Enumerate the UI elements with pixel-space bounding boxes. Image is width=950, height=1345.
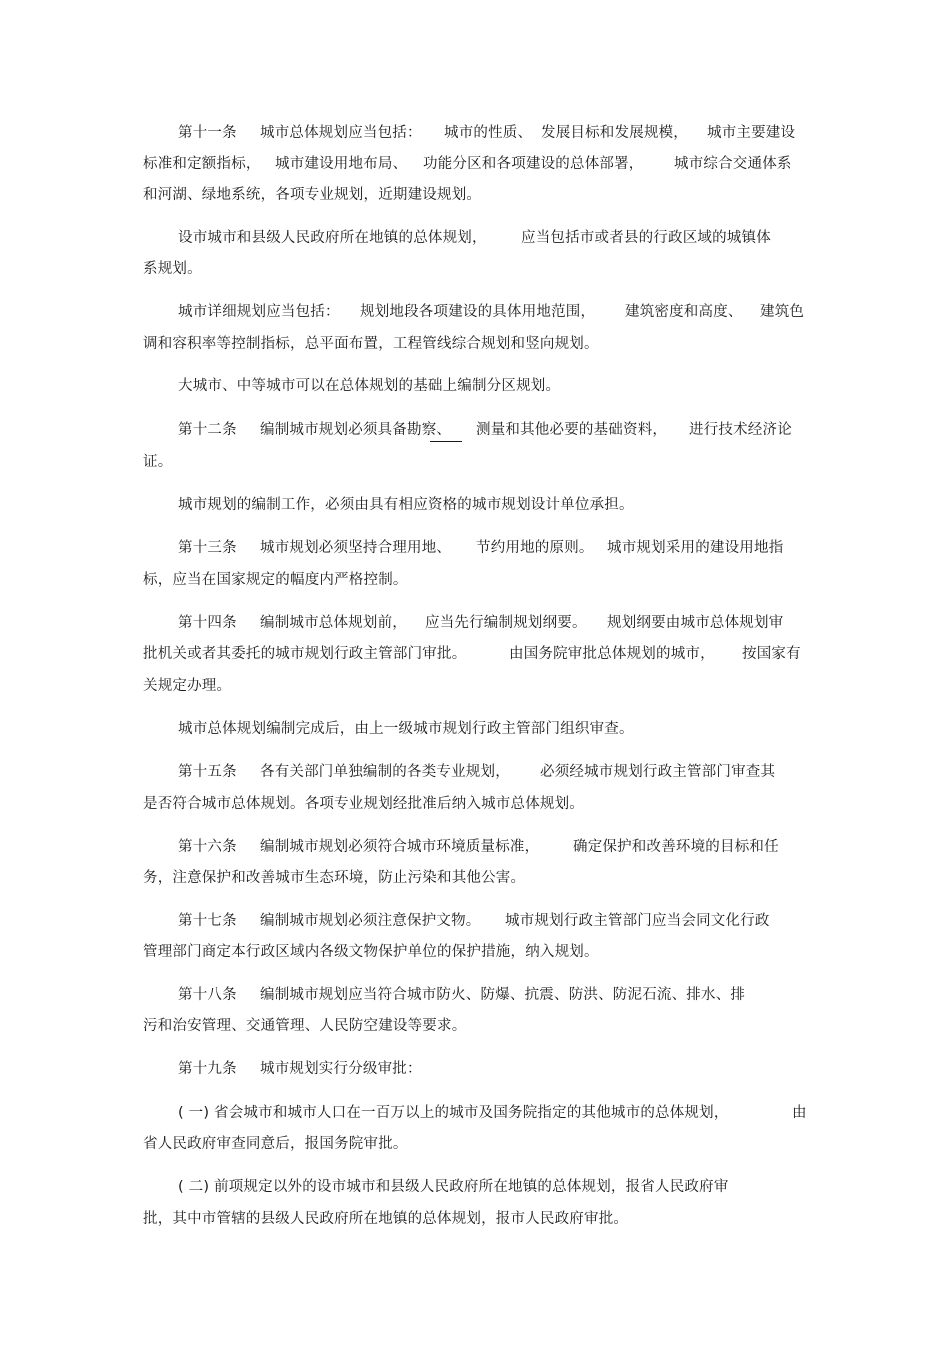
article-number: 第十五条: [178, 764, 237, 780]
text-segment: 功能分区和各项建设的总体部署，: [423, 156, 644, 172]
text-segment: 由: [792, 1105, 807, 1121]
text-segment: 城市详细规划应当包括：: [178, 304, 340, 320]
text-segment: 编制城市规划必须注意保护文物。: [260, 913, 481, 929]
text-segment: 大城市、中等城市可以在总体规划的基础上编制分区规划。: [178, 378, 561, 394]
text-segment: 节约用地的原则。: [476, 540, 594, 556]
text-segment: 调和容积率等控制指标，总平面布置，工程管线综合规划和竖向规划。: [143, 336, 599, 352]
article-number: 第十九条: [178, 1061, 237, 1077]
text-segment: 进行技术经济论: [689, 422, 792, 438]
text-segment: 批机关或者其委托的城市规划行政主管部门审批。: [143, 646, 467, 662]
article-number: 第十六条: [178, 839, 237, 855]
text-segment: 应当先行编制规划纲要。: [425, 615, 587, 631]
text-segment: 城市规划行政主管部门应当会同文化行政: [505, 913, 770, 929]
text-segment: 标准和定额指标，: [143, 156, 261, 172]
text-segment: 确定保护和改善环境的目标和任: [573, 839, 779, 855]
text-segment: 和河湖、绿地系统，各项专业规划，近期建设规划。: [143, 187, 482, 203]
text-segment: 建筑密度和高度、: [625, 304, 743, 320]
text-segment: 城市主要建设: [707, 125, 796, 141]
text-segment: 标，应当在国家规定的幅度内严格控制。: [143, 572, 408, 588]
text-segment: 污和治安管理、交通管理、人民防空建设等要求。: [143, 1018, 467, 1034]
article-number: 第十四条: [178, 615, 237, 631]
text-segment: 是否符合城市总体规划。各项专业规划经批准后纳入城市总体规划。: [143, 796, 584, 812]
text-segment: 必须经城市规划行政主管部门审查其: [540, 764, 776, 780]
text-segment: 省人民政府审查同意后，报国务院审批。: [143, 1136, 408, 1152]
text-segment: 设市城市和县级人民政府所在地镇的总体规划，: [178, 230, 487, 246]
text-segment: 管理部门商定本行政区域内各级文物保护单位的保护措施，纳入规划。: [143, 944, 599, 960]
text-segment: 务，注意保护和改善城市生态环境，防止污染和其他公害。: [143, 870, 526, 886]
article-number: 第十三条: [178, 540, 237, 556]
text-segment: 编制城市规划应当符合城市防火、防爆、抗震、防洪、防泥石流、排水、排: [260, 987, 746, 1003]
text-segment: 关规定办理。: [143, 678, 232, 694]
article-number: 第十八条: [178, 987, 237, 1003]
text-segment: 按国家有: [742, 646, 801, 662]
text-segment: 发展目标和发展规模，: [541, 125, 688, 141]
text-segment: 建筑色: [760, 304, 805, 320]
text-segment: 城市总体规划应当包括：: [260, 125, 422, 141]
text-segment: 规划纲要由城市总体规划审: [607, 615, 784, 631]
text-segment: 城市建设用地布局、: [275, 156, 408, 172]
article-number: 第十一条: [178, 125, 237, 141]
text-segment: 城市的性质、: [444, 125, 533, 141]
text-segment: 城市综合交通体系: [674, 156, 792, 172]
text-segment: 测量和其他必要的基础资料，: [476, 422, 668, 438]
text-segment: 编制城市规划必须符合城市环境质量标准，: [260, 839, 540, 855]
text-segment: 编制城市总体规划前，: [260, 615, 407, 631]
text-segment: 编制城市规划必须具备勘察、: [260, 422, 452, 438]
article-number: 第十二条: [178, 422, 237, 438]
article-number: 第十七条: [178, 913, 237, 929]
text-segment: 系规划。: [143, 261, 202, 277]
text-segment: 城市规划实行分级审批：: [260, 1061, 422, 1077]
text-segment: 城市规划的编制工作，必须由具有相应资格的城市规划设计单位承担。: [178, 497, 634, 513]
underline-mark: [430, 441, 462, 442]
text-segment: 证。: [143, 454, 173, 470]
text-segment: ( 一) 省会城市和城市人口在一百万以上的城市及国务院指定的其他城市的总体规划，: [178, 1105, 729, 1121]
text-segment: ( 二) 前项规定以外的设市城市和县级人民政府所在地镇的总体规划，报省人民政府审: [178, 1179, 729, 1195]
text-segment: 各有关部门单独编制的各类专业规划，: [260, 764, 510, 780]
text-segment: 批，其中市管辖的县级人民政府所在地镇的总体规划，报市人民政府审批。: [143, 1211, 629, 1227]
text-segment: 城市规划采用的建设用地指: [607, 540, 784, 556]
text-segment: 城市规划必须坚持合理用地、: [260, 540, 452, 556]
text-segment: 由国务院审批总体规划的城市，: [509, 646, 715, 662]
text-segment: 规划地段各项建设的具体用地范围，: [360, 304, 596, 320]
text-segment: 应当包括市或者县的行政区域的城镇体: [521, 230, 771, 246]
text-segment: 城市总体规划编制完成后，由上一级城市规划行政主管部门组织审查。: [178, 721, 634, 737]
